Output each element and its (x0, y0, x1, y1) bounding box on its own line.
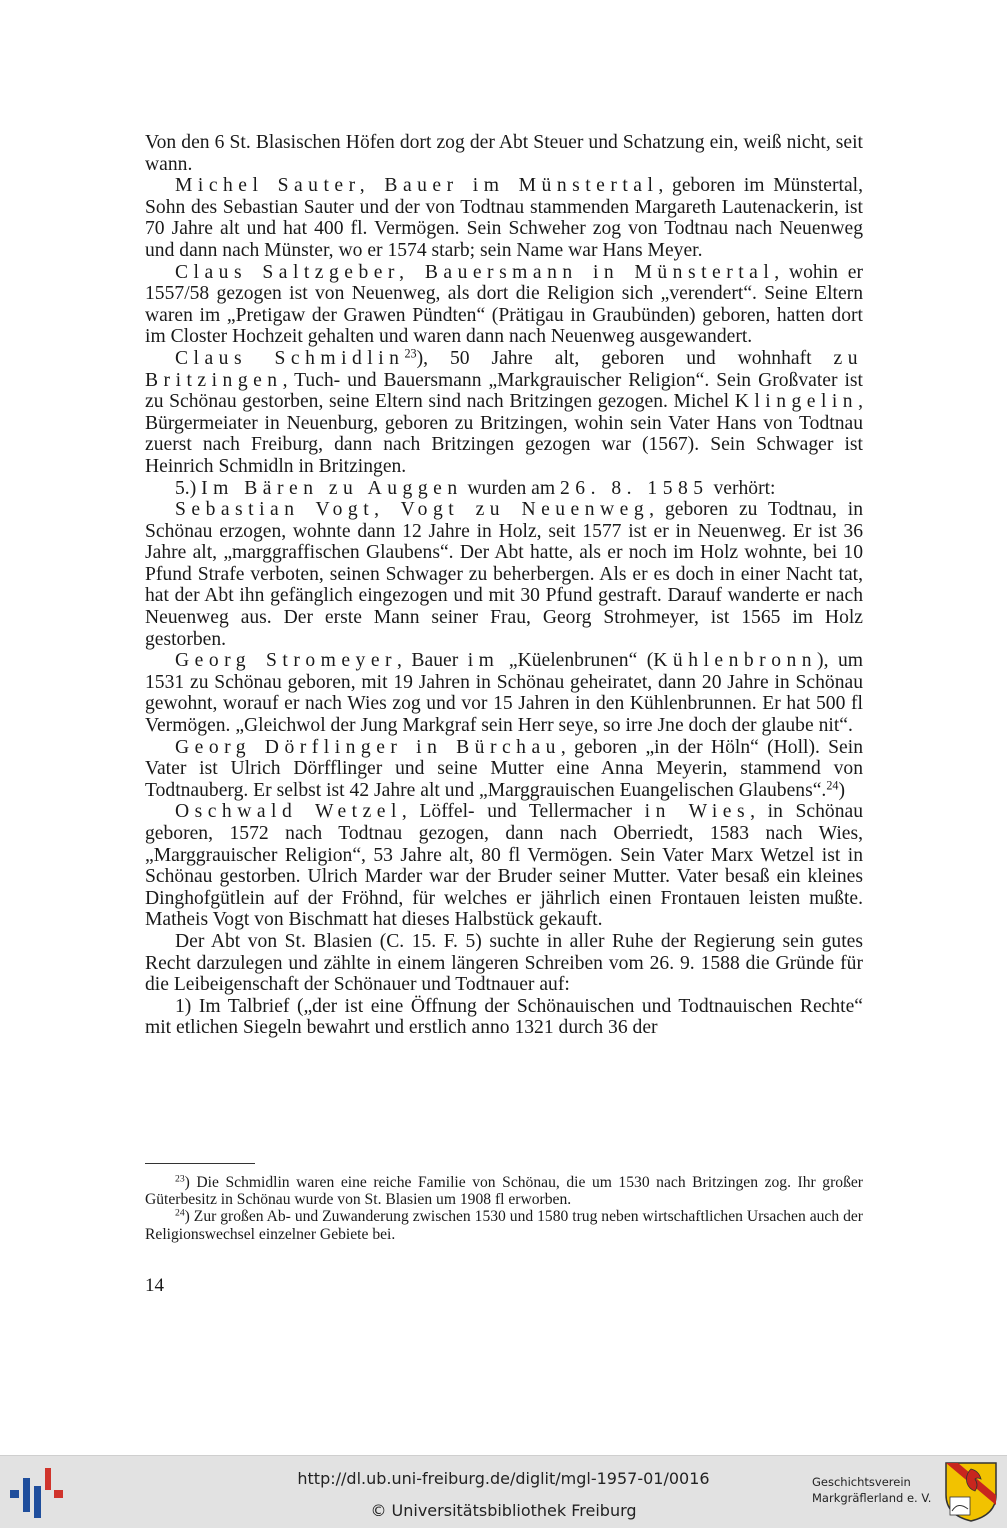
paragraph (145, 737, 863, 802)
paragraph (145, 175, 863, 261)
spaced-name: Georg Dörflinger in Bürchau (175, 736, 561, 758)
text-run: , wohin er 1557/58 gezogen ist von Neuenweg, als dort die Religion sich „verendert“. Seine Eltern waren im „Pretigaw der Grawen Pündten“ (Prätigau in Graubünden) geboren, hatten dort im Closter Hochzeit gehalten und waren dann nach Neuenweg ausgewandert. (145, 261, 863, 348)
paragraph (145, 931, 863, 996)
text-run: , Bauer (397, 650, 468, 672)
spaced-name: zu Britzingen (145, 347, 863, 391)
text-run: ) (838, 779, 845, 801)
text-run: 1) Im Talbrief („der ist eine Öffnung der Schönauischen und Todtnauischen Rechte“ mit etlichen Siegeln bewahrt und erstlich anno 1321 durch 36 der (145, 995, 863, 1039)
spaced-name: Klingelin (734, 391, 859, 413)
spaced-name: Sebastian Vogt, Vogt zu Neuenweg (175, 499, 650, 521)
footnote-ref: 23 (404, 346, 417, 361)
spaced-name: Georg Stromeyer (175, 650, 398, 672)
spaced-name: Michel Sauter, Bauer im Münstertal (175, 175, 659, 197)
footnote-text: ) Die Schmidlin waren eine reiche Familie von Schönau, die um 1530 nach Britzingen zog. Ihr großer Güterbesitz in Schönau wurde von St. Blasien um 1908 fl erworben. (145, 1174, 863, 1209)
text-run: , geboren im Münstertal, Sohn des Sebastian Sauter und der von Todtnau stammenden Margareth Lautenackerin, ist 70 Jahre alt und hat 400 fl. Vermögen. Sein Schweher zog von Todtnau nach Neuenweg und dann nach Münster, wo er 1574 starb; sein Name war Hans Meyer. (145, 175, 863, 261)
spaced-name: Kühlenbronn (653, 650, 818, 672)
footnote-text: ) Zur großen Ab- und Zuwanderung zwischen 1530 und 1580 trug neben wirtschaftlichen Ursachen auch der Religionswechsel einzelner Gebiete bei. (145, 1208, 863, 1243)
text-run: ), um 1531 zu Schönau geboren, mit 19 Jahren in Schönau geheiratet, dann 20 Jahre in Schönau gewohnt, worauf er nach Wies zog und vor 15 Jahren in den Kühlenbrunnen. Er hat 500 fl Vermögen. „Gleichwol der Jung Markgraf sein Herr seye, so irre Jne doch der glaube nit“. (145, 650, 863, 737)
spaced-name: Oschwald Wetzel (175, 801, 402, 823)
paragraph (145, 801, 863, 931)
body-text (145, 132, 863, 1039)
paragraph (145, 262, 863, 348)
footnote-number: 24 (175, 1208, 185, 1220)
text-run: 5.) (175, 477, 202, 499)
text-run: , in Schönau geboren, 1572 nach Todtnau gezogen, dann nach Oberriedt, 1583 nach Wies, „Marggrauischer Religion“, 53 Jahre alt, 80 fl Vermögen. Sein Vater Marx Wetzel ist in Schönau gestorben. Ulrich Marder war der Bruder seiner Mutter. Vater besaß ein kleines Dinghofgütlein auf der Fröhnd, für welches er jährlich einen Frontauen leisten mußte. Matheis Vogt von Bischmatt hat dieses Halbstück gekauft. (145, 801, 864, 931)
text-run: ), 50 Jahre alt, geboren und wohnhaft (416, 347, 834, 369)
org-name-line1: Geschichtsverein (812, 1475, 911, 1489)
copyright-text: © Universitätsbibliothek Freiburg (370, 1501, 637, 1520)
text-run: „Küelenbrunen“ ( (499, 650, 654, 672)
footnote (145, 1174, 863, 1208)
permalink[interactable]: http://dl.ub.uni-freiburg.de/diglit/mgl-1957-01/0016 (297, 1469, 710, 1488)
paragraph (145, 132, 863, 175)
viewer-footer (0, 1455, 1007, 1528)
footnotes (145, 1174, 863, 1243)
spaced-name: Claus Saltzgeber, Bauersmann in Münstertal (175, 261, 775, 283)
spaced-name: Im Bären zu Auggen (201, 477, 463, 499)
spaced-name: im (467, 650, 500, 672)
spaced-name: 26. 8. 1585 (560, 477, 709, 499)
spaced-name: in Wies (644, 801, 751, 823)
text-run: wurden am (462, 477, 561, 499)
text-run: Der Abt von St. Blasien (C. 15. F. 5) suchte in aller Ruhe der Regierung sein gutes Recht darzulegen und zählte in einem längeren Schreiben vom 26. 9. 1588 die Gründe für die Leibeigenschaft der Schönauer und Todtnauer auf: (145, 930, 863, 996)
text-run: , Löffel- und Tellermacher (401, 801, 645, 823)
text-run: , Tuch- und Bauersmann „Markgrauischer Religion“. Sein Großvater ist zu Schönau gestorben, seine Eltern sind nach Britzingen gezogen. Michel (145, 369, 863, 413)
footnote-number: 23 (175, 1173, 185, 1185)
footnote (145, 1208, 863, 1242)
footnote-ref: 24 (826, 778, 839, 793)
paragraph (145, 996, 863, 1039)
paragraph (145, 348, 863, 478)
coat-of-arms-icon (944, 1461, 998, 1523)
spaced-name: Claus Schmidlin (175, 347, 405, 369)
text-run: , geboren zu Todtnau, in Schönau erzogen, wohnte dann 12 Jahre in Holz, seit 1577 ist er in Neuenweg. Er ist 36 Jahre alt, „marggraffischen Glaubens“. Der Abt hatte, als er noch im Holz wohnte, bei 10 Pfund Strafe verboten, seinen Schwager zu beherbergen. Als er es doch in einer Nacht tat, hat der Abt ihn gefänglich eingezogen und mit 30 Pfund gestraft. Darauf wanderte er nach Neuenweg aus. Der erste Mann seiner Frau, Georg Strohmeyer, ist 1565 im Holz gestorben. (145, 499, 863, 650)
paragraph (145, 499, 863, 650)
paragraph (145, 650, 863, 736)
text-run: , Bürgermeiater in Neuenburg, geboren zu Britzingen, wohin sein Vater Hans von Todtnau zuerst nach Freiburg, dann nach Britzingen gezogen war (1567). Sein Schwager ist Heinrich Schmidln in Britzingen. (145, 391, 863, 477)
text-run: Von den 6 St. Blasischen Höfen dort zog der Abt Steuer und Schatzung ein, weiß nicht, seit wann. (145, 132, 863, 175)
org-name-line2: Markgräflerland e. V. (812, 1491, 932, 1505)
footnote-rule (145, 1163, 255, 1164)
text-run: verhört: (708, 477, 776, 499)
org-name (812, 1474, 942, 1506)
text-run: , geboren „in der Höln“ (Holl). Sein Vater ist Ulrich Dörfflinger und seine Mutter eine Anna Meyerin, stammend von Todtnauberg. Er selbst ist 42 Jahre alt und „Marggrauischen Euangelischen Glaubens“. (145, 736, 863, 801)
paragraph (145, 478, 863, 500)
page-number: 14 (145, 1275, 164, 1296)
